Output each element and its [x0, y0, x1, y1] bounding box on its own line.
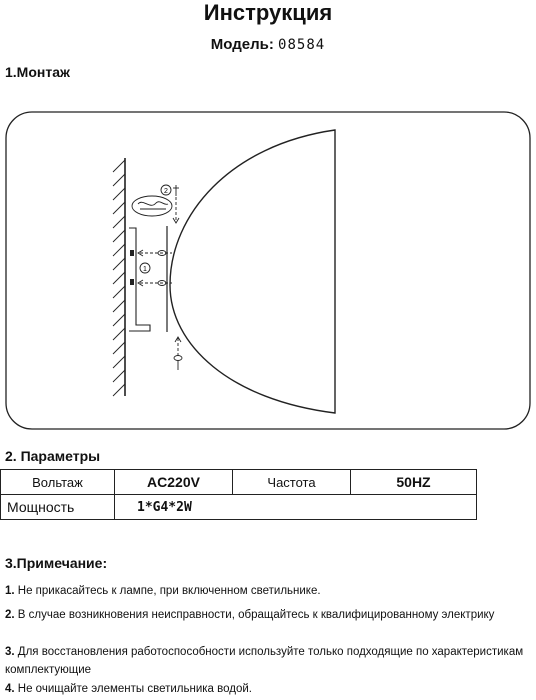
note-item [5, 680, 530, 698]
note-number: 3. [5, 646, 15, 658]
note-item [5, 643, 530, 679]
note-number: 1. [5, 585, 15, 597]
top-screw-detail [132, 185, 179, 223]
diagram-frame [6, 112, 530, 429]
callout-2-marker [161, 185, 171, 195]
wall-anchor-bottom [130, 279, 134, 285]
wall-hatch [113, 158, 125, 396]
param-label-voltage: Вольтаж [1, 470, 115, 495]
note-number: 4. [5, 683, 15, 695]
note-number: 2. [5, 609, 15, 621]
callout-1-marker [140, 263, 150, 273]
table-row [1, 470, 477, 495]
lamp-dome [170, 130, 335, 413]
model-value: 08584 [278, 37, 326, 53]
note-text: В случае возникновения неисправности, обращайтесь к квалифицированному электрику [14, 609, 495, 621]
installation-diagram [0, 100, 536, 430]
callout-2-label: 2 [164, 188, 168, 195]
callout-1-label: 1 [143, 266, 147, 273]
note-text: Не очищайте элементы светильника водой. [14, 683, 252, 695]
note-item [5, 582, 530, 600]
param-value-frequency: 50HZ [351, 470, 477, 495]
model-label: Модель: [210, 36, 274, 53]
section-params-title: 2. Параметры [5, 448, 101, 464]
note-item [5, 606, 530, 624]
page-title: Инструкция [203, 0, 333, 25]
param-value-power: 1*G4*2W [115, 495, 477, 520]
note-text: Для восстановления работоспособности используйте только подходящие по характеристикам комплектующие [5, 646, 524, 676]
table-row [1, 495, 477, 520]
param-label-power: Мощность [1, 495, 115, 520]
section-notes-title: 3.Примечание: [5, 555, 108, 571]
model-line [0, 36, 536, 53]
section-installation-title: 1.Монтаж [5, 64, 70, 80]
param-label-frequency: Частота [233, 470, 351, 495]
note-text: Не прикасайтесь к лампе, при включенном светильнике. [14, 585, 321, 597]
params-table [0, 469, 477, 520]
param-value-voltage: AC220V [115, 470, 233, 495]
wall-anchor-top [130, 250, 134, 256]
bottom-screw [174, 337, 182, 370]
